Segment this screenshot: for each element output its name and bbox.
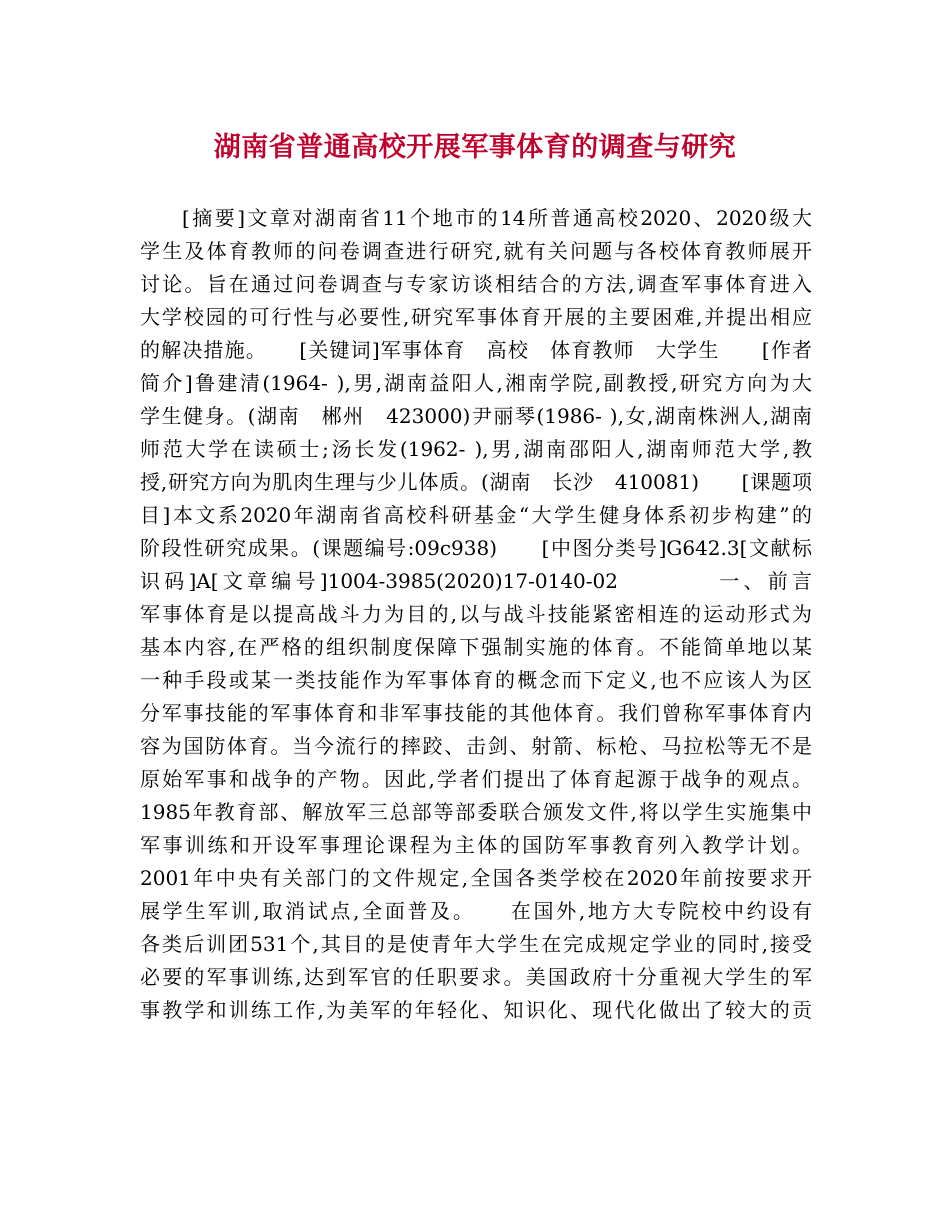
body-line: 识码]A[文章编号]1004-3985(2020)17-0140-02 一、前言 — [140, 569, 812, 593]
body-line: 学生健身。(湖南 郴州 423000)尹丽琴(1986- ),女,湖南株洲人,湖南 — [140, 404, 812, 428]
body-line: 军事训练和开设军事理论课程为主体的国防军事教育列入教学计划。 — [140, 833, 812, 857]
body-line: 军事体育是以提高战斗力为目的,以与战斗技能紧密相连的运动形式为 — [140, 602, 812, 626]
body-line: 基本内容,在严格的组织制度保障下强制实施的体育。不能简单地以某 — [140, 635, 812, 659]
body-line: 1985年教育部、解放军三总部等部委联合颁发文件,将以学生实施集中 — [140, 800, 812, 824]
body-line: 授,研究方向为肌肉生理与少儿体质。(湖南 长沙 410081) [课题项 — [140, 470, 812, 494]
body-line: 展学生军训,取消试点,全面普及。 在国外,地方大专院校中约设有 — [140, 899, 812, 923]
body-line: 必要的军事训练,达到军官的任职要求。美国政府十分重视大学生的军 — [140, 965, 812, 989]
body-line: [摘要]文章对湖南省11个地市的14所普通高校2020、2020级大 — [182, 206, 812, 230]
body-line: 学生及体育教师的问卷调查进行研究,就有关问题与各校体育教师展开 — [140, 239, 812, 263]
body-line: 各类后训团531个,其目的是使青年大学生在完成规定学业的同时,接受 — [140, 932, 812, 956]
body-line: 分军事技能的军事体育和非军事技能的其他体育。我们曾称军事体育内 — [140, 701, 812, 725]
body-line: 事教学和训练工作,为美军的年轻化、知识化、现代化做出了较大的贡 — [140, 998, 812, 1022]
body-line: 目]本文系2020年湖南省高校科研基金“大学生健身体系初步构建”的 — [140, 503, 812, 527]
body-line: 容为国防体育。当今流行的摔跤、击剑、射箭、标枪、马拉松等无不是 — [140, 734, 812, 758]
body-line: 的解决措施。 [关键词]军事体育 高校 体育教师 大学生 [作者 — [140, 338, 812, 362]
document-title: 湖南省普通高校开展军事体育的调查与研究 — [213, 132, 737, 163]
body-line: 原始军事和战争的产物。因此,学者们提出了体育起源于战争的观点。 — [140, 767, 812, 791]
body-line: 阶段性研究成果。(课题编号:09c938) [中图分类号]G642.3[文献标 — [140, 536, 812, 560]
body-line: 师范大学在读硕士;汤长发(1962- ),男,湖南邵阳人,湖南师范大学,教 — [140, 437, 812, 461]
body-line: 一种手段或某一类技能作为军事体育的概念而下定义,也不应该人为区 — [140, 668, 812, 692]
document-body — [140, 202, 812, 1027]
body-line: 2001年中央有关部门的文件规定,全国各类学校在2020年前按要求开 — [140, 866, 812, 890]
body-line: 大学校园的可行性与必要性,研究军事体育开展的主要困难,并提出相应 — [140, 305, 812, 329]
body-line: 讨论。旨在通过问卷调查与专家访谈相结合的方法,调查军事体育进入 — [140, 272, 812, 296]
body-line: 简介]鲁建清(1964- ),男,湖南益阳人,湘南学院,副教授,研究方向为大 — [140, 371, 812, 395]
